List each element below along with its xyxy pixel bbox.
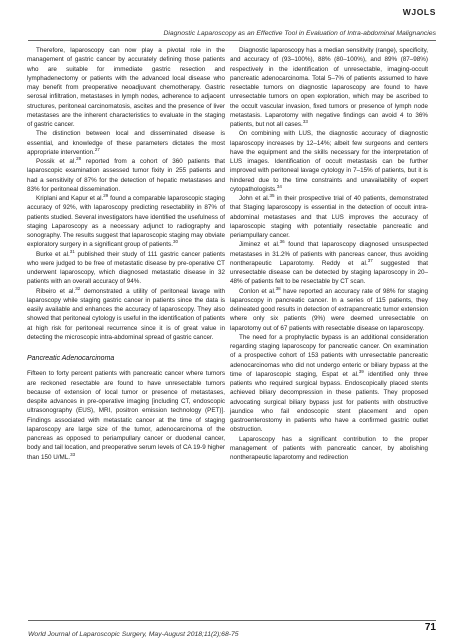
paragraph: The distinction between local and disseminated disease is essential, and knowledge of these parameters dictates the most appropriate intervention.$^{27}$ [27,130,225,156]
journal-citation: World Journal of Laparoscopic Surgery, May-August 2018;11(2);68-75 [28,631,239,638]
reference-marker: 38 [275,285,281,291]
paragraph: Ribeiro et al.$^{32}$ demonstrated a utility of peritoneal lavage with laparoscopy while staging gastric cancer in patients since the data is easily available and enhances the accuracy of laparoscopy. They also showed that peritoneal cytology is useful in the identification of patients at high risk for peritoneal recurrence since it is of great value in detecting the microscopic intra-abdominal spread of gastric cancer. [27,285,225,341]
paragraph: On combining with LUS, the diagnostic accuracy of diagnostic laparoscopy increases by 12–14%; albeit few surgeons and centers have the equipment and the skills necessary for the interpretation of LUS images. Identification of occult metastasis can be further improved with peritoneal lavage cytology in 7–15% of patients, but it is hindered due to the time constraints and unavailability of expert cytopathologists.$^{34}$ [230,130,428,193]
paragraph: Diagnostic laparoscopy has a median sensitivity (range), specificity, and accuracy of (93–100%), 88% (80–100%), and 89% (87–98%) respectively in the identification of unresectable, imaging-occult pancreatic adenocarcinoma. Total 5–7% of patients assumed to have resectable tumors on diagnostic laparoscopy are found to have unresectable tumors on open exploration, which may be ascribed to the occult vascular invasion, fixed tumors or presence of lymph node metastasis. Laparotomy with negative findings can avoid 4 to 36% patients, but not all cases.$^{33}$ [230,47,428,128]
reference-marker: 28 [76,155,82,161]
paragraph: The need for a prophylactic bypass is an additional consideration regarding staging laparoscopy for pancreatic cancer. On examination of a prospective cohort of 153 patients with unresectable pancreatic adenocarcinomas who did not undergo enteric or biliary bypass at the time of laparoscopic staging, Espat et al.$^{39}$ identified only three patients who required surgical bypass. Endoscopically placed stents achieved biliary decompression in these patients. They proposed advocating surgical biliary bypass just for patients with obstructive jaundice who fail endoscopic stent placement and open gastroenterostomy in patients who have a confirmed gastric outlet obstruction. [230,333,428,434]
reference-marker: 35 [269,192,275,198]
reference-marker: 31 [69,248,75,254]
paragraph: Kriplani and Kapur et al.$^{29}$ found a comparable laparoscopic staging accuracy of 92%, with laparoscopy predicting resectability in 87% of patients studied. Several investigators have identified the usefulness of staging Laparoscopy as a necessary adjunct to radiography and sonography. The results suggest that laparoscopic staging may obviate exploratory surgery in a significant group of patients.$^{30}$ [27,192,225,249]
page-number: 71 [424,622,436,633]
paragraph: John et al.$^{35}$ in their prospective trial of 40 patients, demonstrated that Staging laparoscopy is essential in the detection of occult intra-abdominal metastases and that LUS improves the accuracy of laparoscopic staging with potentially resectable pancreatic and periampullary cancer. [230,192,428,239]
reference-marker: 33 [302,118,308,124]
paragraph: Fifteen to forty percent patients with pancreatic cancer where tumors are reckoned resectable are found to have unresectable tumors because of extension of local tumor or presence of metastases, despite advances in pre-operative imaging [including CT, endoscopic ultrasonography (EUS), MRI, positron emission technology (PET)]. Findings associated with metastatic cancer at the time of staging laparoscopy are large size of the tumor, adenocarcinoma of the pancreas as opposed to periampullary cancer or duodenal cancer, body and tail location, and preoperative serum levels of CA 19-9 higher than 150 U/ML.$^{33}$ [27,370,225,461]
reference-marker: 30 [172,239,178,245]
page-footer [28,620,436,641]
left-column [27,46,225,462]
right-column [230,46,428,462]
paragraph: Conlon et al.$^{38}$ have reported an accuracy rate of 98% for staging laparoscopy in pancreatic cancer. In a series of 115 patients, they delineated good results in detection of extrapancreatic tumor extension where only six patients (9%) were deemed unresectable on laparotomy out of 67 patients with resectable disease on laparoscopy. [230,285,428,332]
reference-marker: 37 [367,257,373,263]
reference-marker: 33 [70,451,76,457]
paragraph: Burke et al.$^{31}$ published their study of 111 gastric cancer patients who were judged to be free of metastatic disease by pre-operative CT underwent laparoscopy, which diagnosed metastatic disease in 32 patients with an overall accuracy of 94%. [27,248,225,286]
paragraph: Jiminez et al.$^{36}$ found that laparoscopy diagnosed unsuspected metastases in 31.2% of patients with pancreas cancer, thus avoiding nontherapeutic Laparotomy. Reddy et al.$^{37}$ suggested that unresectable disease can be detected by staging laparoscopy in 20–48% of patients felt to be resectable by CT scan. [230,239,428,286]
reference-marker: 36 [279,239,285,245]
paragraph: Therefore, laparoscopy can now play a pivotal role in the management of gastric cancer by accurately defining those patients who are suitable for immediate gastric resection and lymphadenectomy or patients with the advanced local disease who may benefit from preoperative neoadjuvant chemotherapy. Gastric serosal infiltration, metastases in lymph nodes, adherence to adjacent structures, peritoneal carcinomatosis, ascites and the presence of liver metastases are the inherent characteristics to evaluate in the staging of gastric cancer. [27,47,225,128]
reference-marker: 27 [94,146,100,152]
section-heading: Pancreatic Adenocarcinoma [27,355,115,362]
reference-marker: 39 [358,368,364,374]
reference-marker: 29 [103,192,109,198]
paragraph: Possik et al.$^{28}$ reported from a cohort of 360 patients that laparoscopic examination assessed tumor fixity in 255 patients and had a sensitivity of 87% for the detection of hepatic metastases and 83% for peritoneal dissemination. [27,155,225,193]
reference-marker: 32 [75,285,81,291]
reference-marker: 34 [276,183,282,189]
running-title: Diagnostic Laparoscopy as an Effective Tool in Evaluation of Intra-abdominal Malignancies [28,30,436,41]
journal-abbreviation: WJOLS [402,7,436,17]
paragraph: Laparoscopy has a significant contribution to the proper management of patients with pancreatic cancer, by abolishing nontherapeutic laparotomy and redirection [230,435,428,461]
